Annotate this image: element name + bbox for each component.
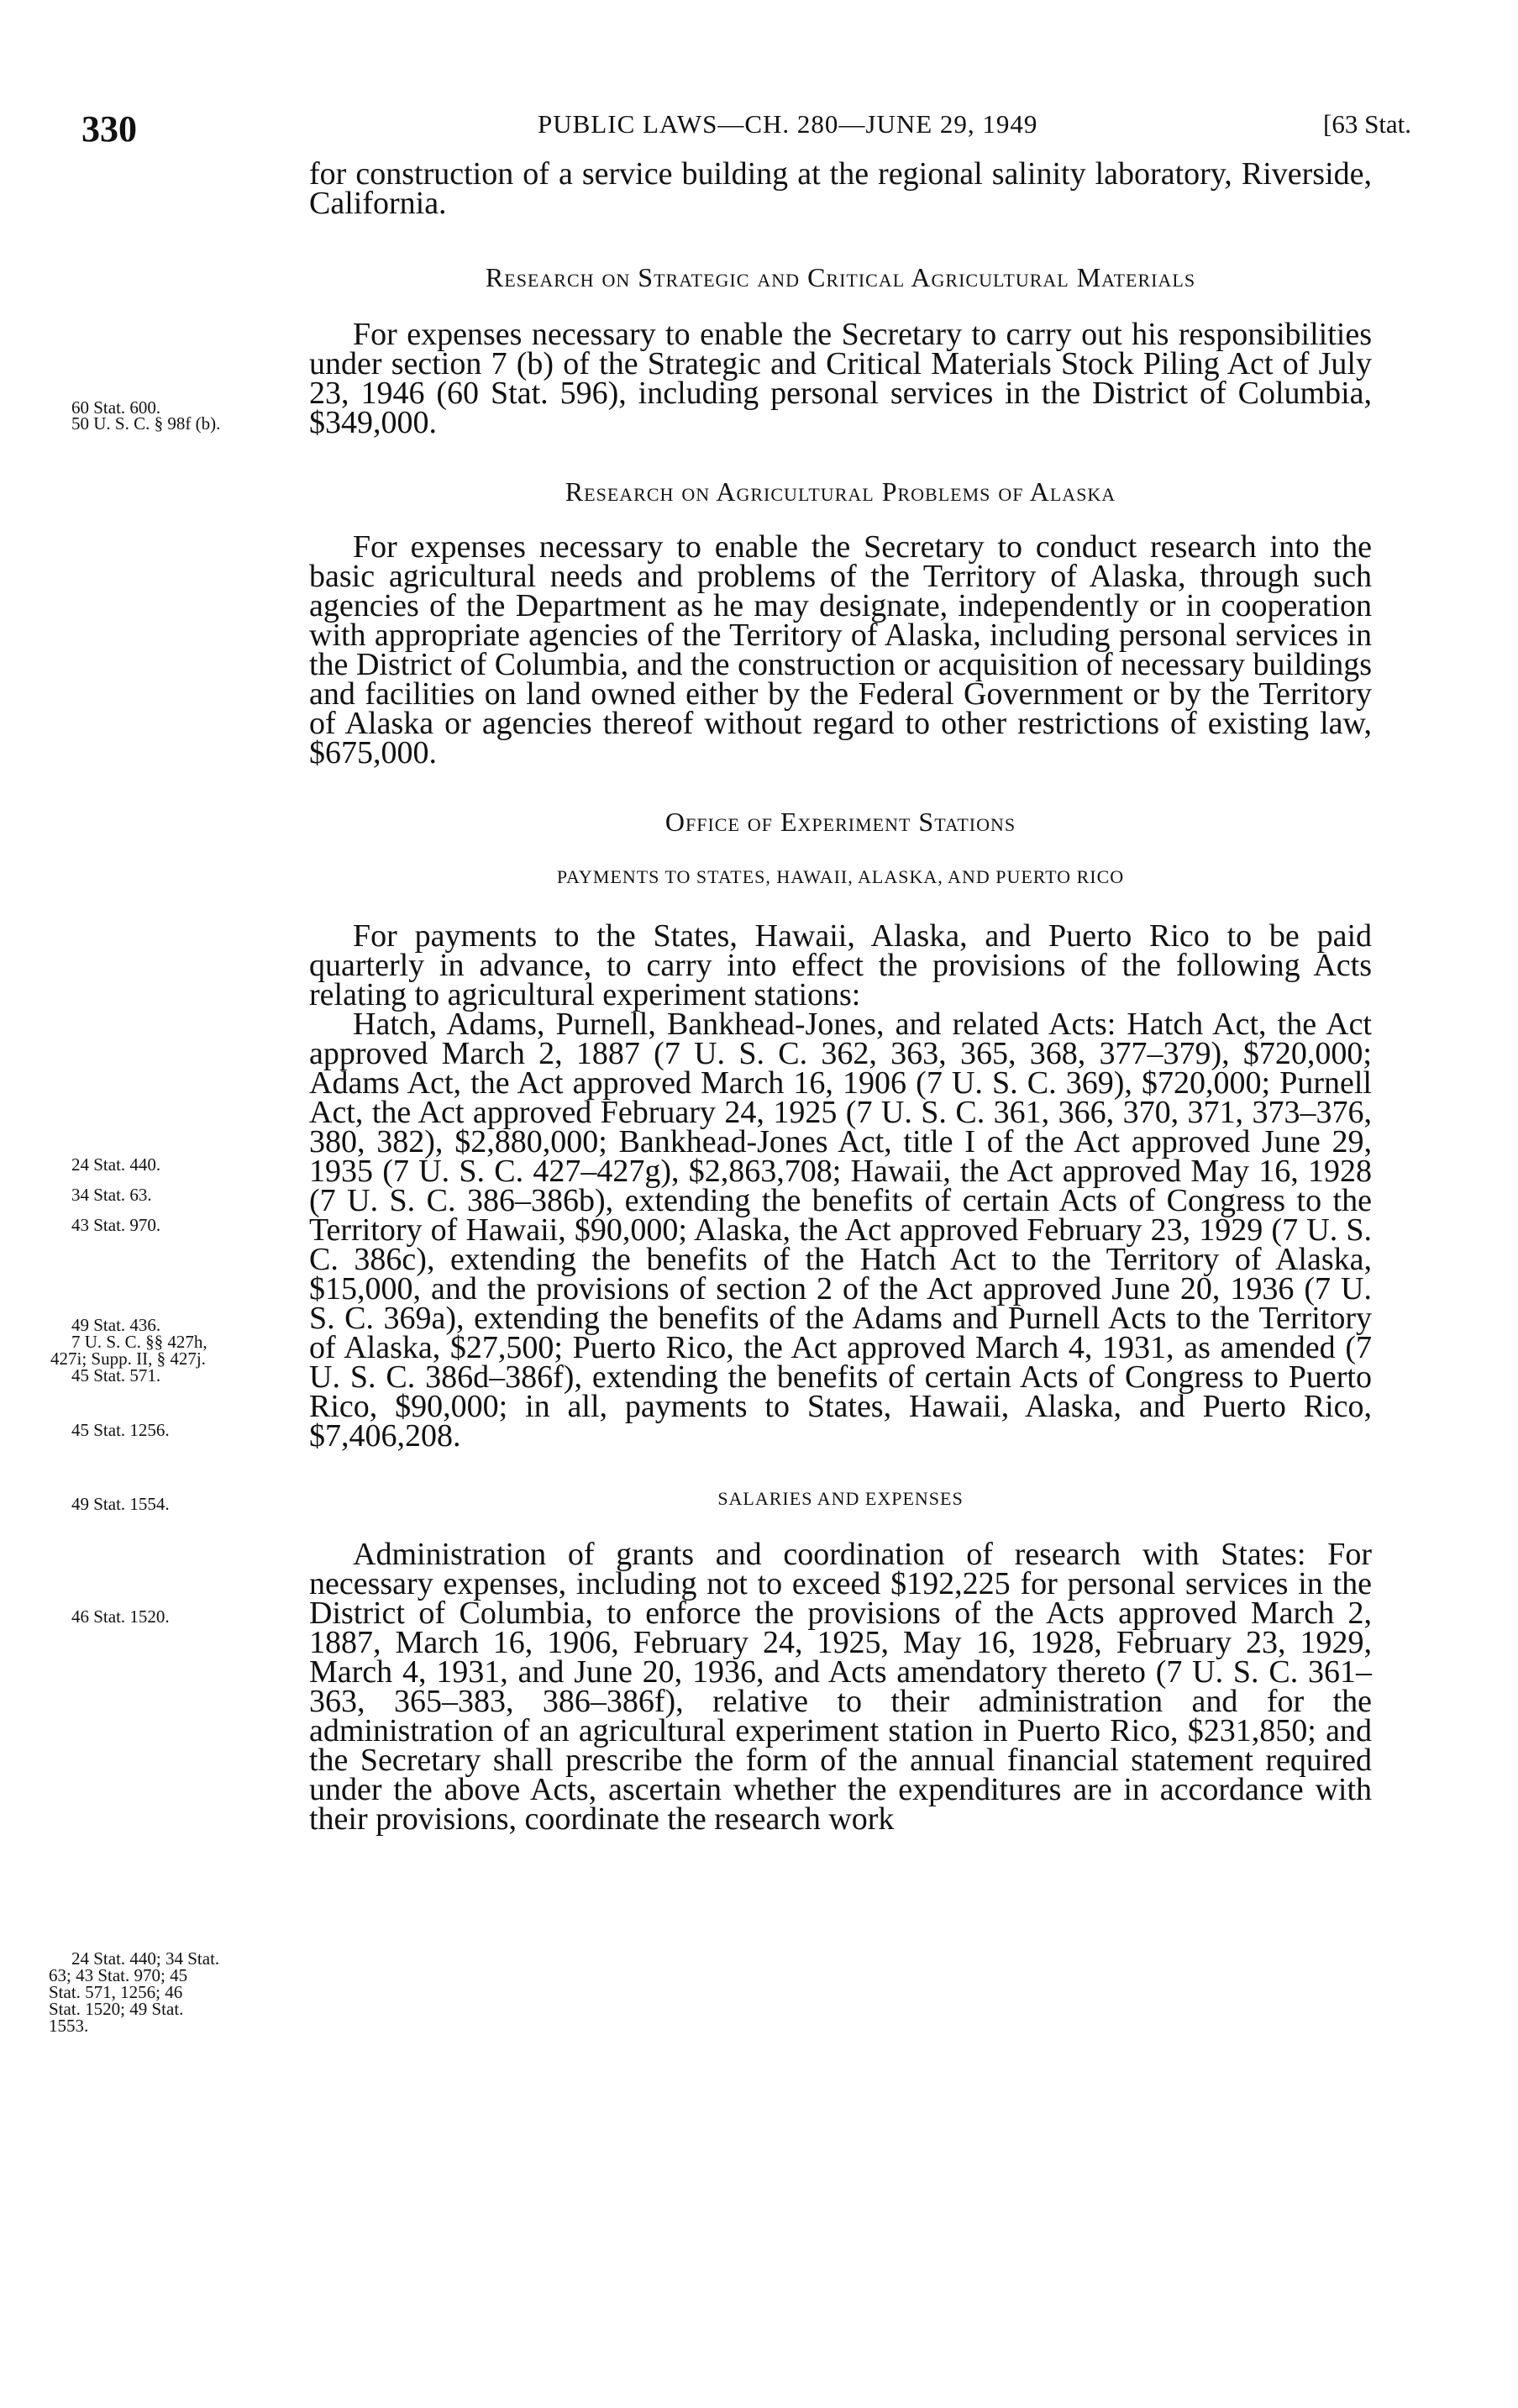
- margin-note: 50 U. S. C. § 98f (b).: [71, 413, 221, 434]
- main-text-column: [309, 156, 1372, 1837]
- page-number: 330: [81, 108, 137, 150]
- margin-note: 49 Stat. 1554.: [71, 1494, 170, 1514]
- paragraph-alaska-research: For expenses necessary to enable the Secretary to conduct research into the basic agricultural needs and problems of the Territory of Alaska, through such agencies of the Department as he may designate, independently or in cooperation with appropriate agencies of the Territory of Alaska, including personal services in the District of Columbia, and the construction or acquisition of necessary buildings and facilities on land owned either by the Federal Government or by the Territory of Alaska or agencies thereof without regard to other restrictions of existing law, $675,000.: [309, 529, 1372, 770]
- paragraph-hatch-acts: Hatch, Adams, Purnell, Bankhead-Jones, and related Acts: Hatch Act, the Act approved March 2, 1887 (7 U. S. C. 362, 363, 365, 368, 377–379), $720,000; Adams Act, the Act approved March 16, 1906 (7 U. S. C. 369), $720,000; Purnell Act, the Act approved February 24, 1925 (7 U. S. C. 361, 366, 370, 371, 373–376, 380, 382), $2,880,000; Bankhead-Jones Act, title I of the Act approved June 29, 1935 (7 U. S. C. 427–427g), $2,863,708; Hawaii, the Act approved May 16, 1928 (7 U. S. C. 386–386b), extending the benefits of certain Acts of Congress to the Territory of Hawaii, $90,000; Alaska, the Act approved February 23, 1929 (7 U. S. C. 386c), extending the benefits of the Hatch Act to the Territory of Alaska, $15,000, and the provisions of section 2 of the Act approved June 20, 1936 (7 U. S. C. 369a), extending the benefits of the Adams and Purnell Acts to the Territory of Alaska, $27,500; Puerto Rico, the Act approved March 4, 1931, as amended (7 U. S. C. 386d–386f), extending the benefits of certain Acts of Congress to Puerto Rico, $90,000; in all, payments to States, Hawaii, Alaska, and Puerto Rico, $7,406,208.: [309, 1007, 1372, 1454]
- margin-note: 24 Stat. 440.: [71, 1154, 161, 1175]
- margin-note: 43 Stat. 970.: [71, 1215, 161, 1235]
- margin-note: Stat. 571, 1256; 46: [49, 1982, 183, 2002]
- heading-strategic-materials: Research on Strategic and Critical Agricultural Materials: [485, 262, 1196, 292]
- margin-note: 45 Stat. 571.: [71, 1365, 161, 1385]
- paragraph-payments: For payments to the States, Hawaii, Alaska, and Puerto Rico to be paid quarterly in advance, to carry into effect the provisions of the following Acts relating to agricultural experiment stations:: [309, 918, 1372, 1012]
- subheading-payments: PAYMENTS TO STATES, HAWAII, ALASKA, AND PUERTO RICO: [556, 866, 1125, 887]
- margin-note: 60 Stat. 600.: [71, 397, 161, 418]
- intro-paragraph: for construction of a service building at the regional salinity laboratory, Riverside, California.: [309, 156, 1372, 221]
- subheading-salaries: SALARIES AND EXPENSES: [717, 1488, 964, 1509]
- margin-note: Stat. 1520; 49 Stat.: [49, 1999, 184, 2019]
- margin-note: 7 U. S. C. §§ 427h,: [71, 1332, 207, 1352]
- margin-note: 49 Stat. 436.: [71, 1315, 161, 1335]
- margin-note: 63; 43 Stat. 970; 45: [49, 1965, 188, 1985]
- heading-alaska-research: Research on Agricultural Problems of Alaska: [565, 476, 1116, 507]
- margin-note: 34 Stat. 63.: [71, 1185, 152, 1205]
- margin-note: 45 Stat. 1256.: [71, 1420, 170, 1440]
- heading-experiment-stations: Office of Experiment Stations: [664, 807, 1016, 837]
- margin-note: 1553.: [49, 2016, 89, 2036]
- paragraph-strategic-materials: For expenses necessary to enable the Secretary to carry out his responsibilities under section 7 (b) of the Strategic and Critical Materials Stock Piling Act of July 23, 1946 (60 Stat. 596), including personal services in the District of Columbia, $349,000.: [309, 317, 1372, 440]
- paragraph-salaries: Administration of grants and coordination of research with States: For necessary expenses, including not to exceed $192,225 for personal services in the District of Columbia, to enforce the provisions of the Acts approved March 2, 1887, March 16, 1906, February 24, 1925, May 16, 1928, February 23, 1929, March 4, 1931, and June 20, 1936, and Acts amendatory thereto (7 U. S. C. 361–363, 365–383, 386–386f), relative to their administration and for the administration of an agricultural experiment station in Puerto Rico, $231,850; and the Secretary shall prescribe the form of the annual financial statement required under the above Acts, ascertain whether the expenditures are in accordance with their provisions, coordinate the research work: [309, 1537, 1372, 1837]
- margin-note: 46 Stat. 1520.: [71, 1606, 170, 1627]
- volume-reference: [63 Stat.: [1323, 109, 1412, 139]
- margin-note: 427i; Supp. II, § 427j.: [50, 1349, 206, 1369]
- margin-note: 24 Stat. 440; 34 Stat.: [71, 1948, 220, 1969]
- running-title: PUBLIC LAWS—CH. 280—JUNE 29, 1949: [538, 109, 1038, 139]
